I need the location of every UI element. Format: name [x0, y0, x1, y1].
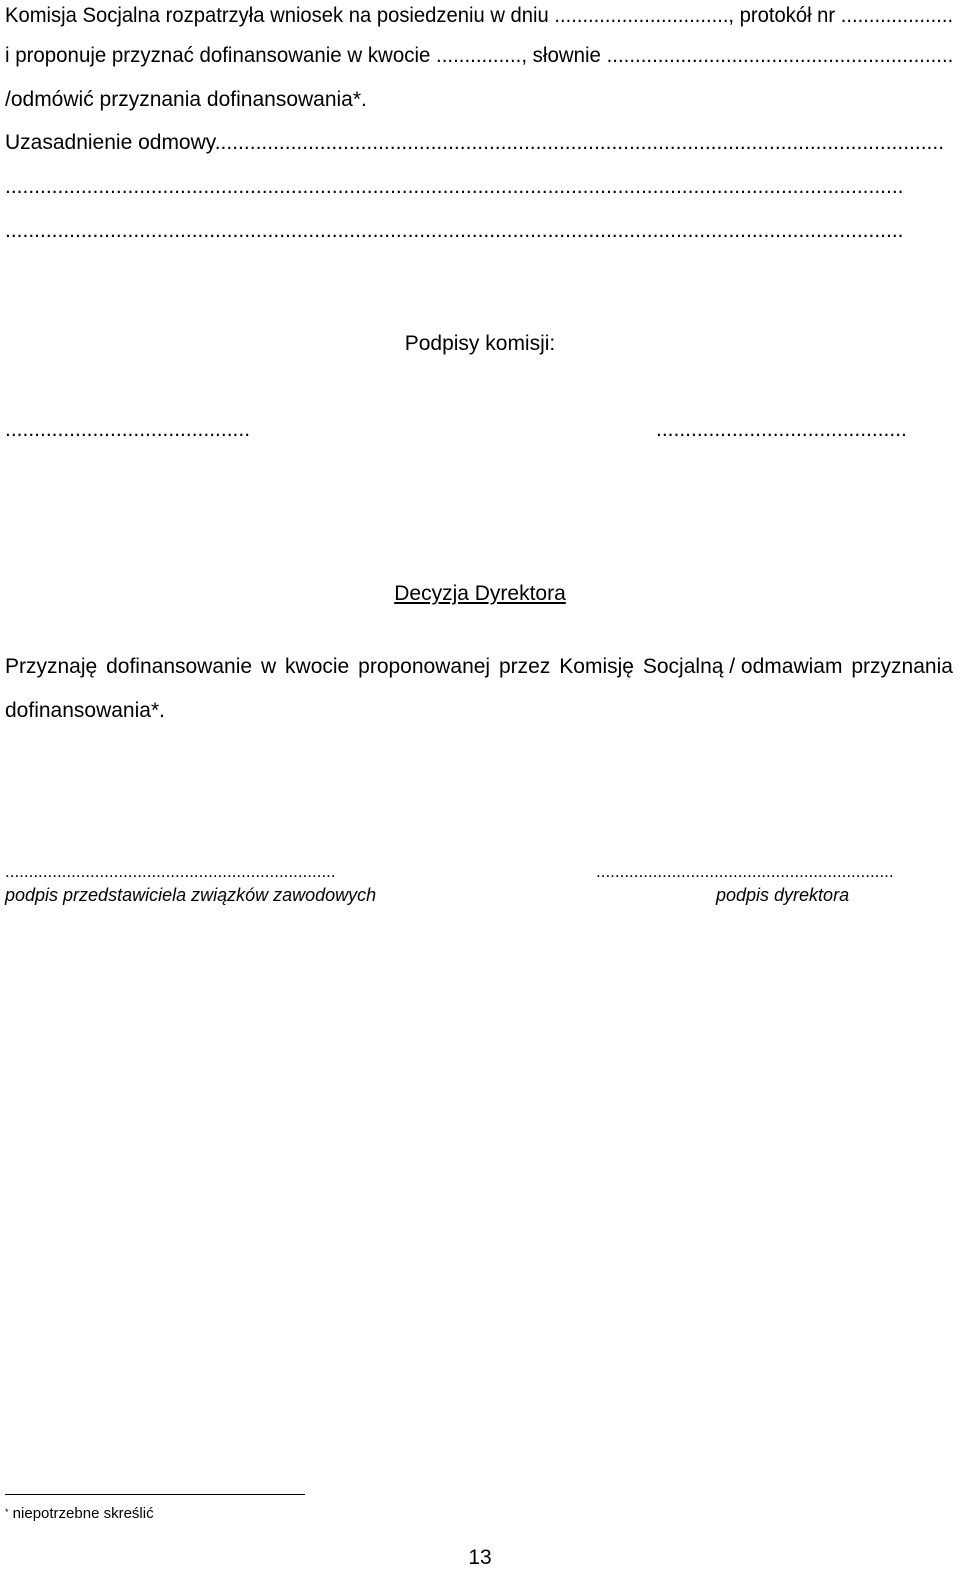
- director-signature-line: ...............................................................: [596, 862, 894, 881]
- director-decision-text-line1: [5, 653, 953, 681]
- director-signature-label: podpis dyrektora: [716, 885, 850, 905]
- union-signature-label: podpis przedstawiciela związków zawodowych: [5, 885, 377, 905]
- decision-word: w: [260, 655, 277, 678]
- footnote: [5, 1505, 154, 1523]
- dotted-line: ..........................................................................................................................................................: [5, 175, 904, 198]
- director-decision-heading: Decyzja Dyrektora: [394, 582, 566, 605]
- footnote-marker: *: [5, 1507, 9, 1517]
- refusal-justification-line: Uzasadnienie odmowy.............................................................................................................................: [5, 131, 945, 154]
- director-decision-text-line2: dofinansowania*.: [5, 699, 165, 722]
- footnote-separator: [5, 1494, 305, 1495]
- decision-word: dofinansowanie: [106, 655, 253, 678]
- decision-word: kwocie: [285, 655, 350, 678]
- decision-word: przyznania: [851, 655, 953, 678]
- page-number: 13: [468, 1546, 492, 1569]
- decision-word: przez: [499, 655, 551, 678]
- decision-word: proponowanej: [358, 655, 491, 678]
- union-signature-line: ......................................................................: [5, 862, 336, 881]
- commission-line-amount: i proponuje przyznać dofinansowanie w kwocie ..............., słownie .............................................................: [5, 44, 954, 67]
- commission-signature-left-line: ..........................................: [5, 418, 251, 441]
- commission-line-date-protocol: Komisja Socjalna rozpatrzyła wniosek na posiedzeniu w dniu ..............................., protokół nr ....................: [5, 4, 954, 27]
- commission-signature-right-line: ...........................................: [656, 418, 907, 441]
- decision-word: Socjalną / odmawiam: [642, 655, 843, 678]
- footnote-text: niepotrzebne skreślić: [8, 1505, 154, 1522]
- commission-signatures-heading: Podpisy komisji:: [404, 332, 556, 355]
- decision-word: Komisję: [559, 655, 634, 678]
- decision-word: Przyznaję: [5, 655, 98, 678]
- commission-line-refusal: /odmówić przyznania dofinansowania*.: [5, 88, 367, 111]
- dotted-line: ..........................................................................................................................................................: [5, 219, 904, 242]
